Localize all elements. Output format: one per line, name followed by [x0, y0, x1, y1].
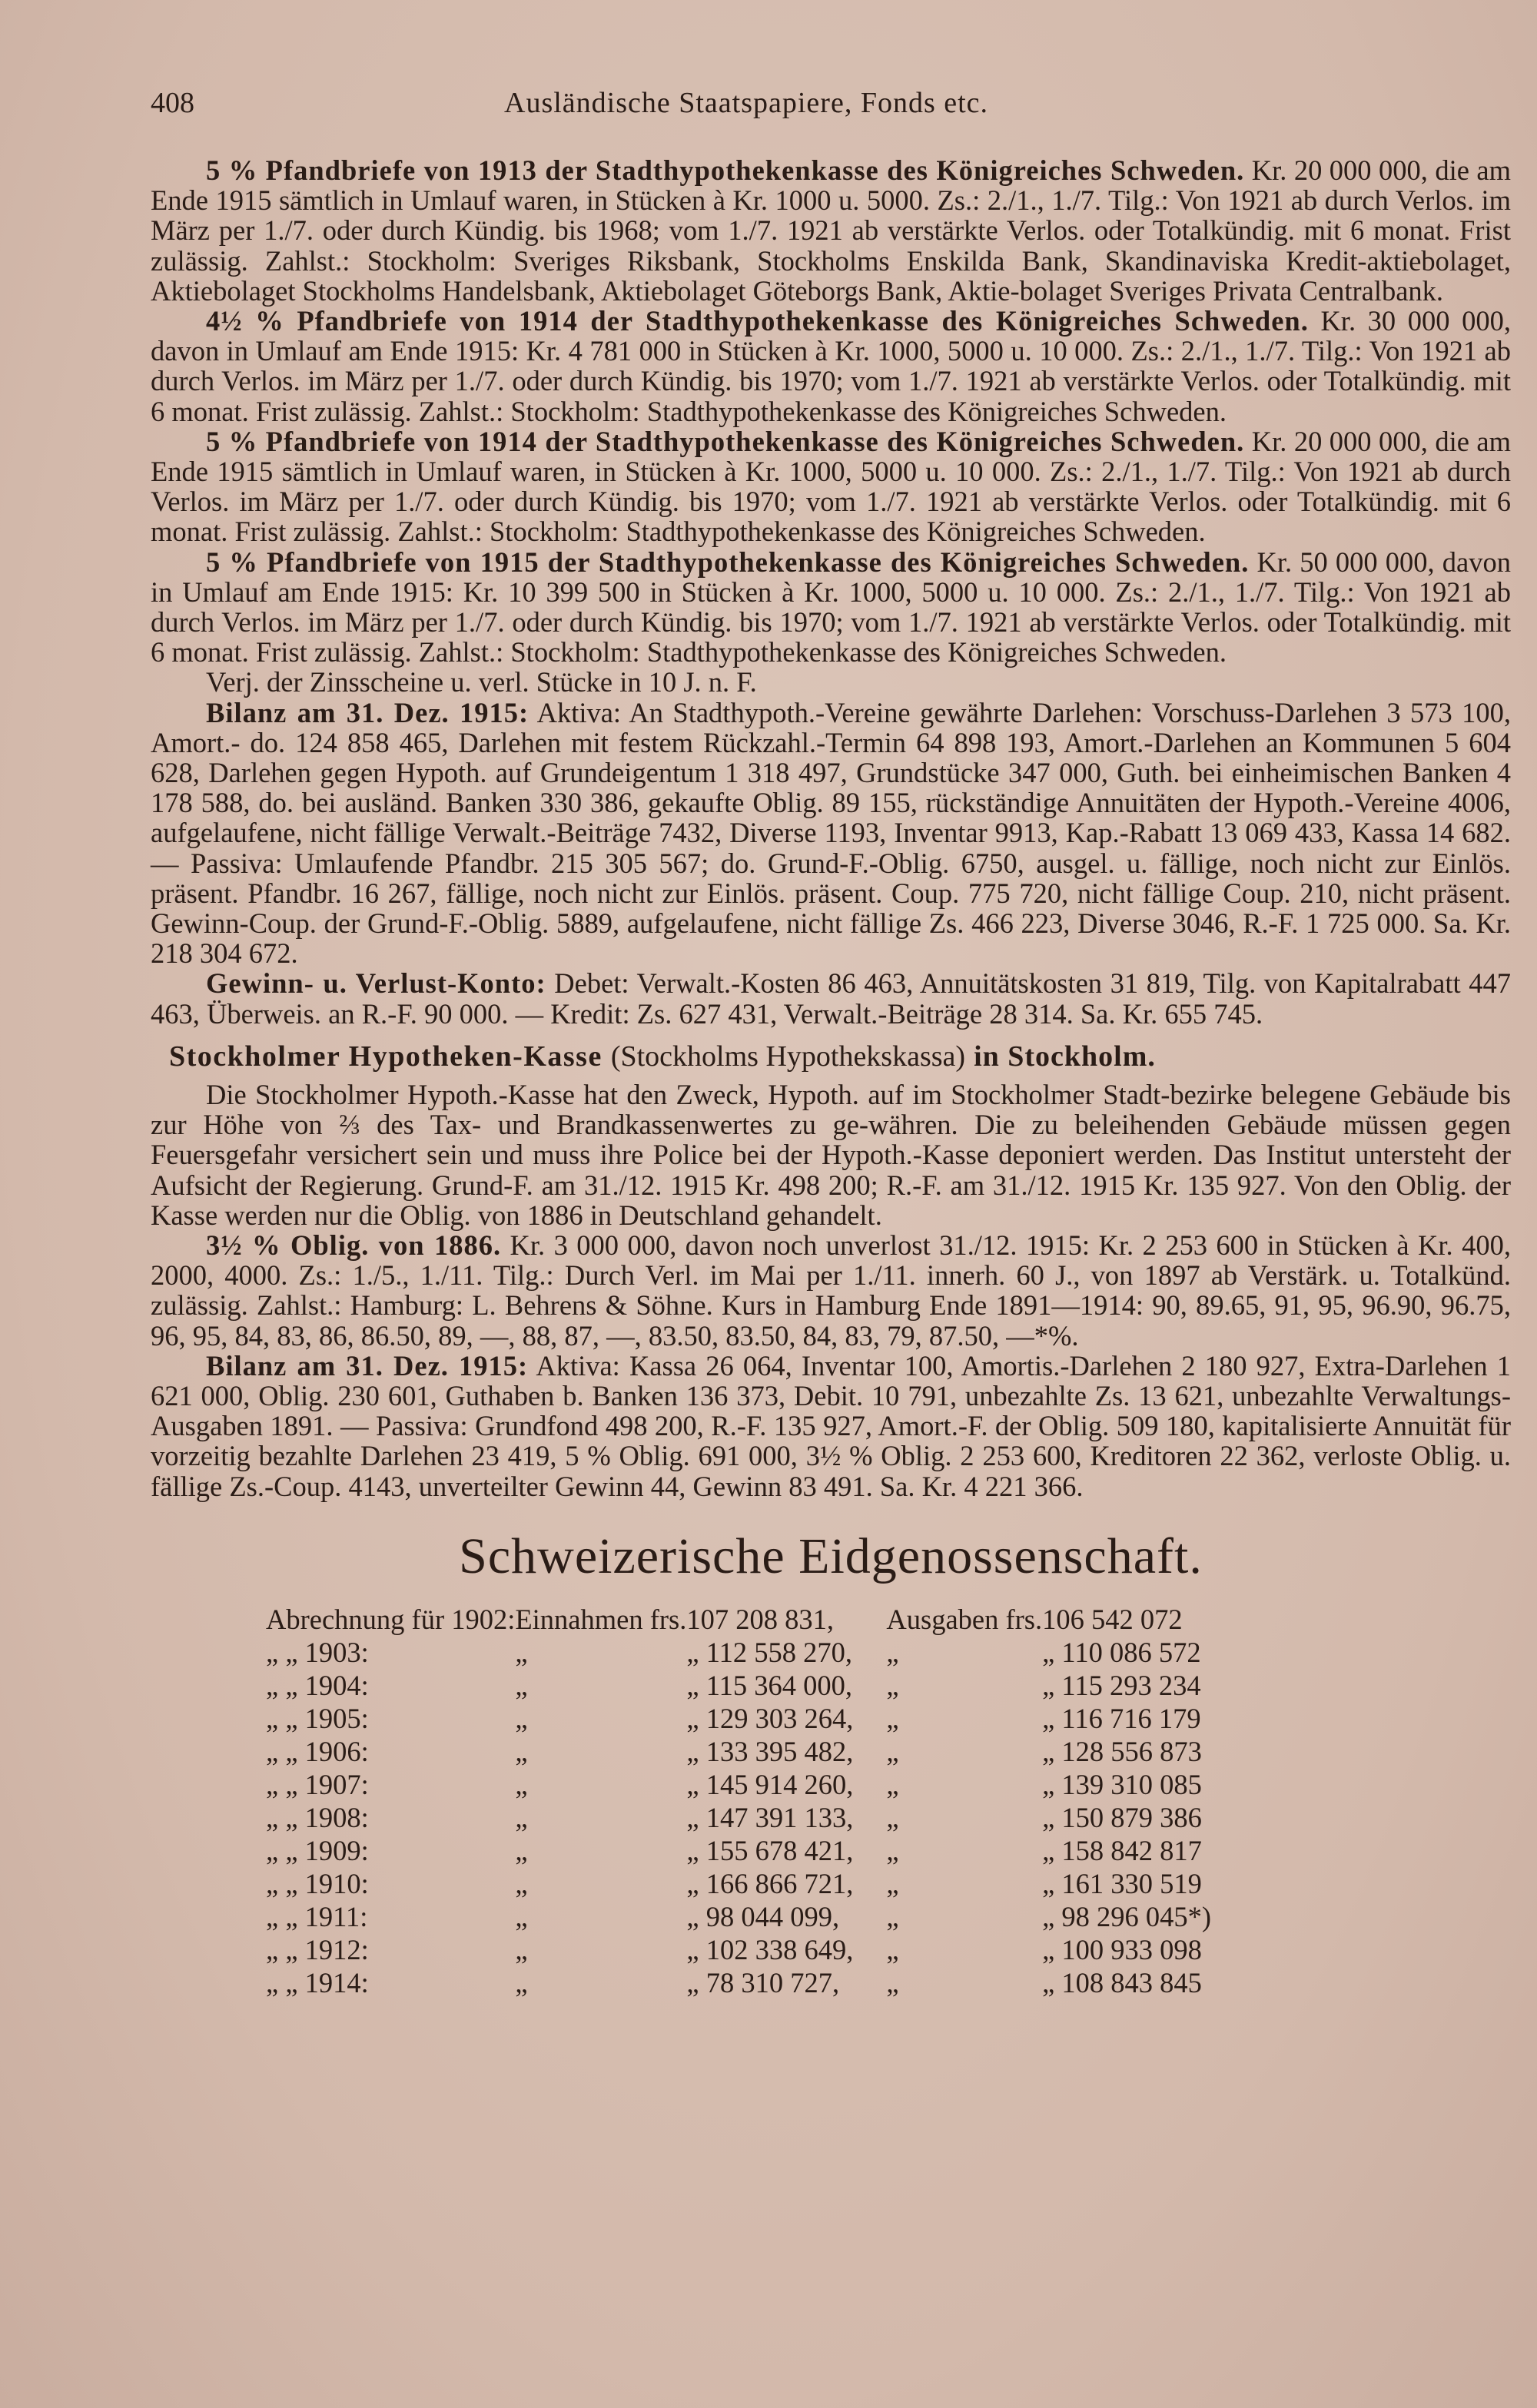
- budget-row: [266, 1735, 1211, 1768]
- budget-year-label: „ „ 1904:: [266, 1669, 369, 1701]
- budget-year-label: „ „ 1908:: [266, 1801, 369, 1833]
- budget-row: [266, 1768, 1211, 1801]
- expense-label: Ausgaben frs.: [886, 1603, 1043, 1635]
- entry-paragraph: [151, 426, 1511, 547]
- expense-label: „: [886, 1900, 899, 1932]
- expense-value: „ 108 843 845: [1042, 1966, 1202, 1998]
- entry-paragraph: [151, 968, 1511, 1028]
- income-label: „: [515, 1636, 528, 1668]
- expense-value: „ 128 556 873: [1042, 1735, 1202, 1767]
- expense-label: „: [886, 1834, 899, 1866]
- income-value: „ 102 338 649,: [686, 1933, 854, 1965]
- page-header: [151, 86, 1514, 132]
- income-value: „ 115 364 000,: [686, 1669, 852, 1701]
- entry-heading: Gewinn- u. Verlust-Konto:: [206, 967, 546, 1000]
- budget-year-label: „ „ 1909:: [266, 1834, 369, 1866]
- expense-value: „ 100 933 098: [1042, 1933, 1202, 1965]
- income-value: „ 155 678 421,: [686, 1834, 854, 1866]
- entry-paragraph: [151, 1080, 1511, 1230]
- income-label: „: [515, 1900, 528, 1932]
- running-head: Ausländische Staatspapiere, Fonds etc.: [504, 87, 989, 119]
- income-label: „: [515, 1933, 528, 1965]
- budget-row: [266, 1801, 1211, 1834]
- expense-label: „: [886, 1669, 899, 1701]
- income-label: „: [515, 1702, 528, 1734]
- entry-body: Debet: Verwalt.-Kosten 86 463, Annuitätskosten 31 819, Tilg. von Kapitalrabatt 447 463, Überweis. an R.-F. 90 000. — Kredit: Zs. 627 431, Verwalt.-Beiträge 28 314. Sa. Kr. 655 745.: [151, 967, 1512, 1030]
- income-label: „: [515, 1966, 528, 1998]
- entry-body: Verj. der Zinsscheine u. verl. Stücke in 10 J. n. F.: [206, 666, 757, 698]
- page-number: 408: [151, 87, 194, 119]
- entry-heading: Bilanz am 31. Dez. 1915:: [206, 1349, 529, 1381]
- expense-value: „ 150 879 386: [1042, 1801, 1202, 1833]
- budget-row: [266, 1669, 1211, 1702]
- expense-label: „: [886, 1801, 899, 1833]
- budget-year-label: „ „ 1911:: [266, 1900, 368, 1932]
- budget-row: [266, 1603, 1211, 1636]
- entry-body: Kr. 3 000 000, davon noch unverlost 31./12. 1915: Kr. 2 253 600 in Stücken à Kr. 400, 2000, 4000. Zs.: 1./5., 1./11. Tilg.: Durch Verl. im Mai per 1./11. innerh. 60 J., von 1897 ab Verstärk. u. Totalkünd. zulässig. Zahlst.: Hamburg: L. Behrens & Söhne. Kurs in Hamburg Ende 1891—1914: 90, 89.65, 91, 95, 96.90, 96.75, 96, 95, 84, 83, 86, 86.50, 89, —, 88, 87, —, 83.50, 83.50, 84, 83, 79, 87.50, —*%.: [151, 1229, 1511, 1352]
- expense-value: „ 158 842 817: [1042, 1834, 1202, 1866]
- budget-row: [266, 1900, 1211, 1933]
- entry-body: Die Stockholmer Hypoth.-Kasse hat den Zweck, Hypoth. auf im Stockholmer Stadt-bezirke belegene Gebäude bis zur Höhe von ⅔ des Tax- und Brandkassenwertes zu ge-währen. Die zu beleihenden Gebäude müssen gegen Feuersgefahr versichert sein und muss ihre Police bei der Hypoth.-Kasse deponiert werden. Das Institut untersteht der Aufsicht der Regierung. Grund-F. am 31./12. 1915 Kr. 498 200; R.-F. am 31./12. 1915 Kr. 135 927. Von den Oblig. der Kasse werden nur die Oblig. von 1886 in Deutschland gehandelt.: [151, 1078, 1511, 1231]
- expense-value: „ 139 310 085: [1042, 1768, 1202, 1800]
- income-value: „ 145 914 260,: [686, 1768, 854, 1800]
- income-value: „ 78 310 727,: [686, 1966, 840, 1998]
- expense-label: „: [886, 1636, 899, 1668]
- entry-body: Kr. 30 000 000, davon in Umlauf am Ende 1915: Kr. 4 781 000 in Stücken à Kr. 1000, 5000 u. 10 000. Zs.: 2./1., 1./7. Tilg.: Von 1921 ab durch Verlos. im März per 1./7. oder durch Kündig. bis 1970; vom 1./7. 1921 ab verstärkte Verlos. oder Totalkündig. mit 6 monat. Frist zulässig. Zahlst.: Stockholm: Stadthypothekenkasse des Königreiches Schweden.: [151, 305, 1511, 427]
- entry-body: Kr. 20 000 000, die am Ende 1915 sämtlich in Umlauf waren, in Stücken à Kr. 1000 u. 5000. Zs.: 2./1., 1./7. Tilg.: Von 1921 ab durch Verlos. im März per 1./7. oder durch Kündig. bis 1968; vom 1./7. 1921 ab verstärkte Verlos. oder Totalkündig. mit 6 monat. Frist zulässig. Zahlst.: Stockholm: Sveriges Riksbank, Stockholms Enskilda Bank, Skandinaviska Kredit-aktiebolaget, Aktiebolaget Stockholms Handelsbank, Aktiebolaget Göteborgs Bank, Aktie-bolaget Sveriges Privata Centralbank.: [151, 154, 1511, 307]
- expense-label: „: [886, 1702, 899, 1734]
- section-title-name: Stockholmer Hypotheken-Kasse: [169, 1040, 603, 1073]
- entries-block-2: [151, 1080, 1514, 1501]
- income-label: „: [515, 1867, 528, 1899]
- budget-year-label: „ „ 1906:: [266, 1735, 369, 1767]
- income-label: Einnahmen frs.: [515, 1603, 687, 1635]
- income-label: „: [515, 1801, 528, 1833]
- entry-heading: 5 % Pfandbriefe von 1915 der Stadthypothekenkasse des Königreiches Schweden.: [206, 546, 1250, 578]
- income-label: „: [515, 1834, 528, 1866]
- entry-heading: 4½ % Pfandbriefe von 1914 der Stadthypothekenkasse des Königreiches Schweden.: [206, 305, 1309, 337]
- income-value: „ 129 303 264,: [686, 1702, 854, 1734]
- budget-year-label: „ „ 1914:: [266, 1966, 369, 1998]
- expense-value: „ 116 716 179: [1042, 1702, 1201, 1734]
- expense-label: „: [886, 1735, 899, 1767]
- income-label: „: [515, 1735, 528, 1767]
- income-label: „: [515, 1669, 528, 1701]
- section-title-place: in Stockholm.: [974, 1040, 1156, 1073]
- expense-value: 106 542 072: [1042, 1603, 1183, 1635]
- entry-paragraph: [151, 698, 1511, 969]
- expense-value: „ 110 086 572: [1042, 1636, 1201, 1668]
- budget-year-label: Abrechnung für 1902:: [266, 1603, 516, 1635]
- income-value: „ 133 395 482,: [686, 1735, 854, 1767]
- entry-paragraph: [151, 547, 1511, 668]
- income-label: „: [515, 1768, 528, 1800]
- entry-heading: 5 % Pfandbriefe von 1913 der Stadthypothekenkasse des Königreiches Schweden.: [206, 154, 1245, 186]
- budget-year-label: „ „ 1910:: [266, 1867, 369, 1899]
- income-value: „ 166 866 721,: [686, 1867, 854, 1899]
- entry-body: Aktiva: Kassa 26 064, Inventar 100, Amortis.-Darlehen 2 180 927, Extra-Darlehen 1 621 000, Oblig. 230 601, Guthaben b. Banken 136 373, Debit. 10 791, unbezahlte Zs. 13 621, unbezahlte Verwaltungs-Ausgaben 1891. — Passiva: Grundfond 498 200, R.-F. 135 927, Amort.-F. der Oblig. 509 180, kapitalisierte Annuität für vorzeitig bezahlte Darlehen 23 419, 5 % Oblig. 691 000, 3½ % Oblig. 2 253 600, Kreditoren 22 362, verloste Oblig. u. fällige Zs.-Coup. 4143, unverteilter Gewinn 44, Gewinn 83 491. Sa. Kr. 4 221 366.: [151, 1349, 1511, 1502]
- expense-label: „: [886, 1966, 899, 1998]
- entries-block-1: [151, 155, 1514, 1029]
- income-value: „ 98 044 099,: [686, 1900, 840, 1932]
- big-title: Schweizerische Eidgenossenschaft.: [459, 1527, 1203, 1584]
- budget-row: [266, 1933, 1211, 1966]
- expense-label: „: [886, 1768, 899, 1800]
- entry-body: Kr. 50 000 000, davon in Umlauf am Ende 1915: Kr. 10 399 500 in Stücken à Kr. 1000, 5000 u. 10 000. Zs.: 2./1., 1./7. Tilg.: Von 1921 ab durch Verlos. im März per 1./7. oder durch Kündig. bis 1970; vom 1./7. 1921 ab verstärkte Verlos. oder Totalkündig. mit 6 monat. Frist zulässig. Zahlst.: Stockholm: Stadthypothekenkasse des Königreiches Schweden.: [151, 546, 1511, 668]
- income-value: „ 112 558 270,: [686, 1636, 852, 1668]
- expense-value: „ 161 330 519: [1042, 1867, 1202, 1899]
- budget-row: [266, 1834, 1211, 1867]
- entry-paragraph: [151, 306, 1511, 426]
- budget-year-label: „ „ 1903:: [266, 1636, 369, 1668]
- expense-label: „: [886, 1933, 899, 1965]
- entry-heading: Bilanz am 31. Dez. 1915:: [206, 696, 529, 728]
- expense-value: „ 115 293 234: [1042, 1669, 1201, 1701]
- entry-paragraph: [151, 1351, 1511, 1501]
- entry-paragraph: [151, 667, 1511, 697]
- entry-heading: 3½ % Oblig. von 1886.: [206, 1229, 502, 1261]
- budget-row: [266, 1636, 1211, 1669]
- budget-row: [266, 1702, 1211, 1735]
- entry-body: Aktiva: An Stadthypoth.-Vereine gewährte Darlehen: Vorschuss-Darlehen 3 573 100, Amort.- do. 124 858 465, Darlehen mit festem Rückzahl.-Termin 64 898 193, Amort.-Darlehen an Kommunen 5 604 628, Darlehen gegen Hypoth. auf Grundeigentum 1 318 497, Grundstücke 347 000, Guth. bei einheimischen Banken 4 178 588, do. bei ausländ. Banken 330 386, gekaufte Oblig. 89 155, rückständige Annuitäten der Hypoth.-Vereine 4006, aufgelaufene, nicht fällige Verwalt.-Beiträge 7432, Diverse 1193, Inventar 9913, Kap.-Rabatt 13 069 433, Kassa 14 682. — Passiva: Umlaufende Pfandbr. 215 305 567; do. Grund-F.-Oblig. 6750, ausgel. u. fällige, noch nicht zur Einlös. präsent. Pfandbr. 16 267, fällige, noch nicht zur Einlös. präsent. Coup. 775 720, nicht fällige Coup. 210, nicht präsent. Gewinn-Coup. der Grund-F.-Oblig. 5889, aufgelaufene, nicht fällige Zs. 466 223, Diverse 3046, R.-F. 1 725 000. Sa. Kr. 218 304 672.: [151, 696, 1511, 970]
- income-value: „ 147 391 133,: [686, 1801, 854, 1833]
- budget-table: [266, 1603, 1211, 1999]
- budget-year-label: „ „ 1912:: [266, 1933, 369, 1965]
- entry-paragraph: [151, 155, 1511, 306]
- entry-paragraph: [151, 1230, 1511, 1351]
- income-value: 107 208 831,: [686, 1603, 834, 1635]
- section-title-subtitle: (Stockholms Hypothekskassa): [610, 1040, 966, 1073]
- expense-value: „ 98 296 045*): [1042, 1900, 1212, 1932]
- budget-row: [266, 1966, 1211, 1999]
- budget-year-label: „ „ 1907:: [266, 1768, 369, 1800]
- entry-heading: 5 % Pfandbriefe von 1914 der Stadthypothekenkasse des Königreiches Schweden.: [206, 425, 1245, 457]
- budget-year-label: „ „ 1905:: [266, 1702, 369, 1734]
- expense-label: „: [886, 1867, 899, 1899]
- budget-row: [266, 1867, 1211, 1900]
- entry-body: Kr. 20 000 000, die am Ende 1915 sämtlich in Umlauf waren, in Stücken à Kr. 1000, 5000 u. 10 000. Zs.: 2./1., 1./7. Tilg.: Von 1921 ab durch Verlos. im März per 1./7. oder durch Kündig. bis 1970; vom 1./7. 1921 ab verstärkte Verlos. oder Totalkündig. mit 6 monat. Frist zulässig. Zahlst.: Stockholm: Stadthypothekenkasse des Königreiches Schweden.: [151, 425, 1511, 548]
- section-title: [169, 1040, 1529, 1073]
